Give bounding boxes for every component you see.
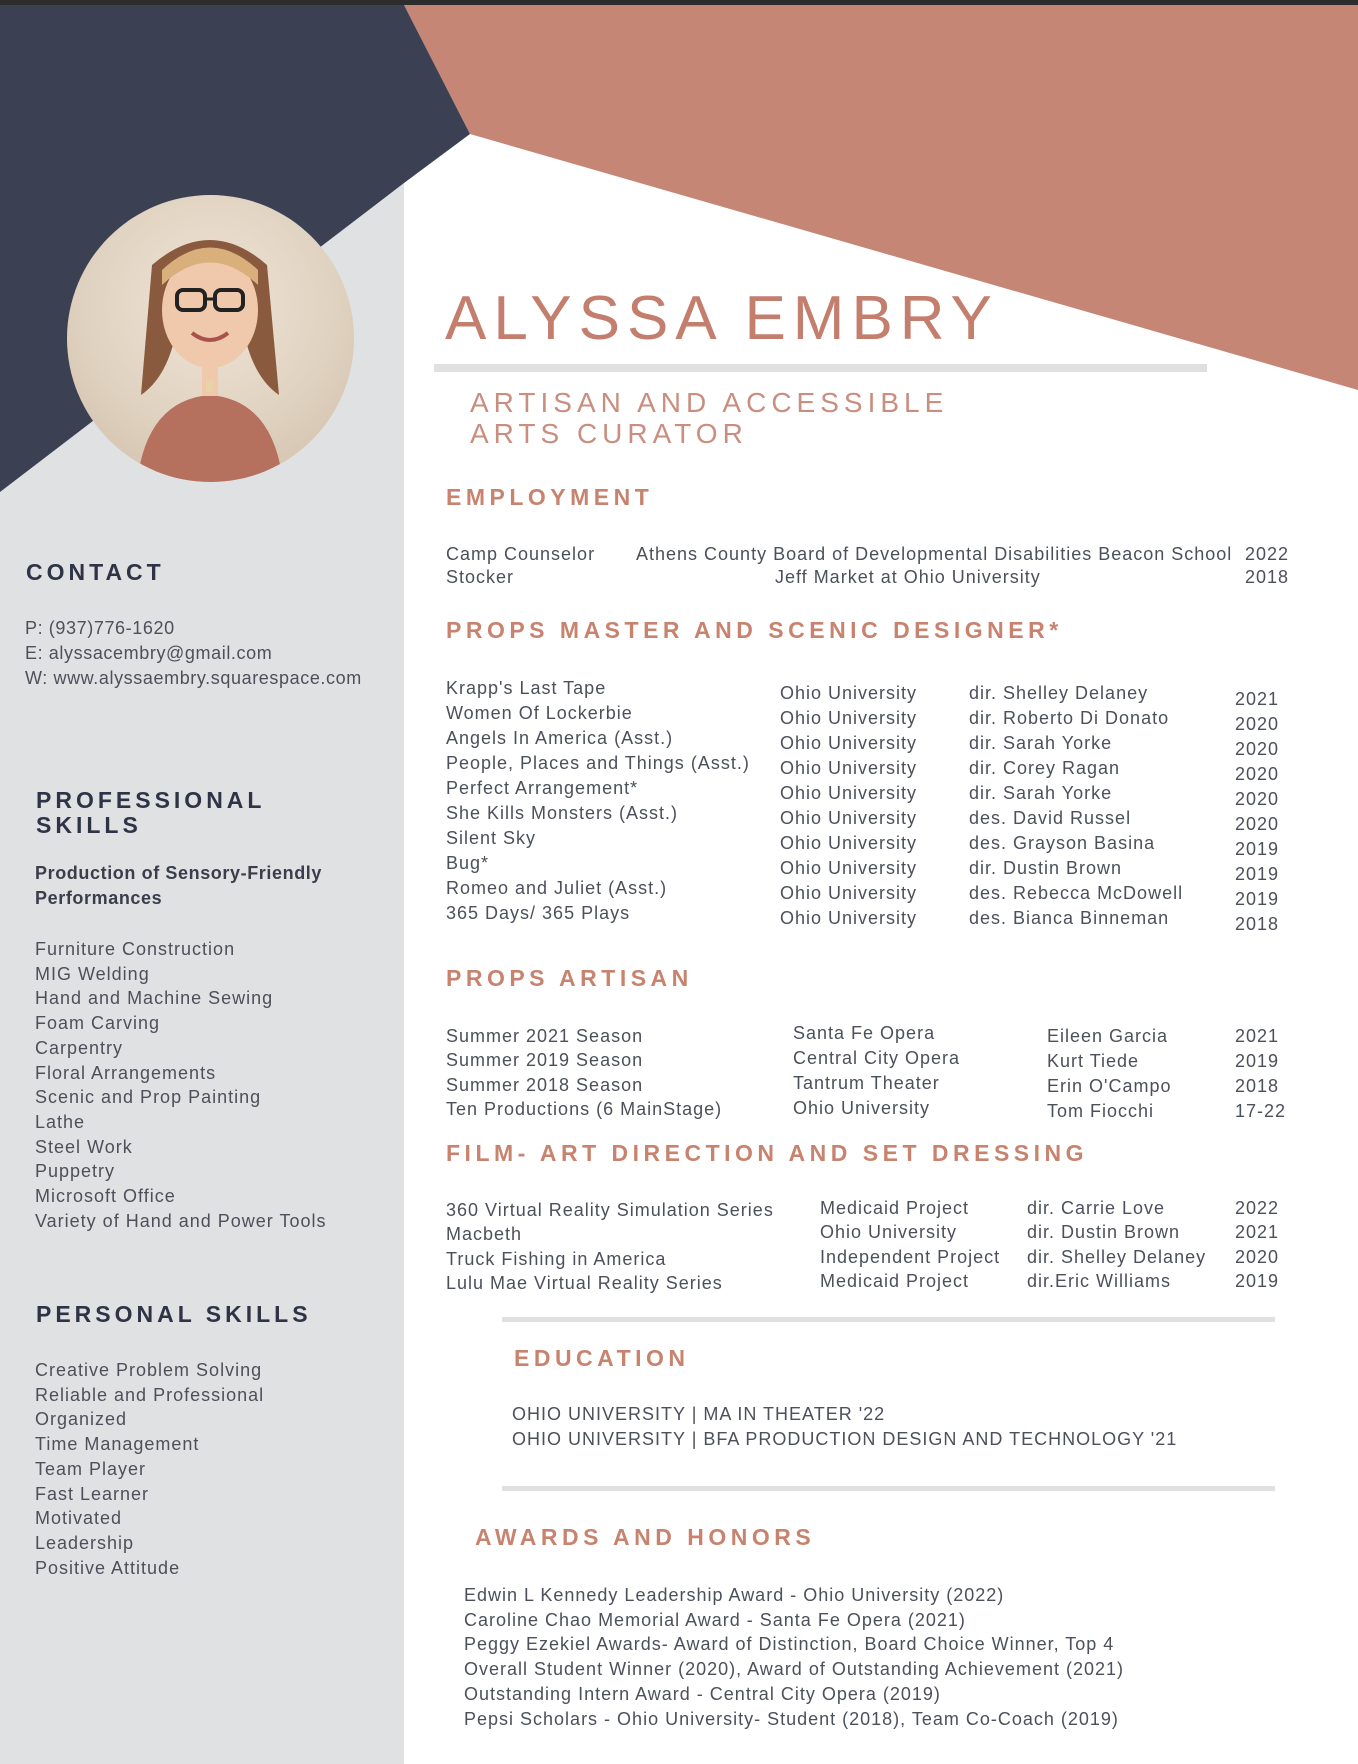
personal-skill-item: Fast Learner — [35, 1483, 150, 1504]
personal-skill-item: Motivated — [35, 1508, 123, 1529]
film-project: Medicaid Project — [820, 1271, 970, 1291]
film-year: 2019 — [1235, 1271, 1280, 1291]
film-director: dir. Shelley Delaney — [1027, 1247, 1207, 1267]
contact-list — [25, 616, 362, 691]
credit-venue: Ohio University — [780, 683, 918, 703]
award-entry: Overall Student Winner (2020), Award of Outstanding Achievement (2021) — [464, 1659, 1124, 1680]
artisan-supervisor: Tom Fiocchi — [1047, 1101, 1155, 1121]
education-entry: OHIO UNIVERSITY | MA IN THEATER '22 — [512, 1404, 886, 1424]
credit-director: dir. Sarah Yorke — [969, 783, 1113, 803]
credit-year: 2019 — [1235, 839, 1280, 859]
website-link[interactable]: W: www.alyssaembry.squarespace.com — [25, 668, 362, 688]
artisan-venue: Santa Fe Opera — [793, 1023, 936, 1043]
employment-role: Stocker — [446, 567, 515, 587]
credit-venue: Ohio University — [780, 858, 918, 878]
credit-year: 2020 — [1235, 739, 1280, 759]
film-title: Lulu Mae Virtual Reality Series — [446, 1273, 723, 1293]
credit-title: 365 Days/ 365 Plays — [446, 903, 631, 923]
artisan-supervisor: Eileen Garcia — [1047, 1026, 1169, 1046]
credit-director: dir. Sarah Yorke — [969, 733, 1113, 753]
credit-venue: Ohio University — [780, 733, 918, 753]
employment-heading: EMPLOYMENT — [446, 484, 654, 510]
credit-venue: Ohio University — [780, 908, 918, 928]
credit-director: dir. Shelley Delaney — [969, 683, 1149, 703]
credit-year: 2020 — [1235, 714, 1280, 734]
credit-title: Romeo and Juliet (Asst.) — [446, 878, 668, 898]
credit-director: des. Rebecca McDowell — [969, 883, 1184, 903]
skill-item: Floral Arrangements — [35, 1062, 217, 1083]
film-title: Truck Fishing in America — [446, 1249, 667, 1269]
artisan-title: Summer 2019 Season — [446, 1050, 644, 1070]
credit-year: 2020 — [1235, 789, 1280, 809]
credit-title: Silent Sky — [446, 828, 537, 848]
credit-title: She Kills Monsters (Asst.) — [446, 803, 679, 823]
education-list — [512, 1402, 1177, 1451]
credit-title: Bug* — [446, 853, 490, 873]
credit-director: dir. Roberto Di Donato — [969, 708, 1170, 728]
credit-venue: Ohio University — [780, 708, 918, 728]
email-link[interactable]: E: alyssacembry@gmail.com — [25, 643, 273, 663]
personal-skills-heading: PERSONAL SKILLS — [36, 1301, 312, 1327]
section-divider — [502, 1317, 1275, 1322]
personal-skill-item: Team Player — [35, 1458, 147, 1479]
film-year: 2022 — [1235, 1198, 1280, 1218]
film-project: Ohio University — [820, 1222, 958, 1242]
personal-skill-item: Leadership — [35, 1532, 135, 1553]
name-divider — [434, 364, 1207, 372]
skill-item: Foam Carving — [35, 1013, 161, 1034]
skill-item: Hand and Machine Sewing — [35, 988, 274, 1009]
film-director: dir.Eric Williams — [1027, 1271, 1172, 1291]
portrait-illustration — [67, 195, 354, 482]
artisan-year: 2021 — [1235, 1026, 1280, 1046]
profile-photo — [67, 195, 354, 482]
film-director: dir. Carrie Love — [1027, 1198, 1166, 1218]
credit-venue: Ohio University — [780, 808, 918, 828]
skill-item: Lathe — [35, 1111, 86, 1132]
skill-item: Steel Work — [35, 1136, 133, 1157]
artisan-venue: Central City Opera — [793, 1048, 961, 1068]
film-project: Independent Project — [820, 1247, 1001, 1267]
artisan-venue: Ohio University — [793, 1098, 931, 1118]
professional-skills-highlight: Production of Sensory-Friendly Performances — [35, 863, 323, 908]
skill-item: Puppetry — [35, 1161, 116, 1182]
award-entry: Outstanding Intern Award - Central City Opera (2019) — [464, 1683, 941, 1704]
credit-year: 2019 — [1235, 889, 1280, 909]
film-project: Medicaid Project — [820, 1198, 970, 1218]
award-entry: Peggy Ezekiel Awards- Award of Distinction, Board Choice Winner, Top 4 — [464, 1634, 1115, 1655]
award-entry: Pepsi Scholars - Ohio University- Student (2018), Team Co-Coach (2019) — [464, 1708, 1119, 1729]
artisan-title: Summer 2021 Season — [446, 1026, 644, 1046]
credit-director: dir. Corey Ragan — [969, 758, 1121, 778]
personal-skill-item: Positive Attitude — [35, 1557, 181, 1578]
credit-director: des. Bianca Binneman — [969, 908, 1170, 928]
professional-skills-list — [35, 937, 326, 1233]
phone-text: P: (937)776-1620 — [25, 618, 175, 638]
artisan-title: Summer 2018 Season — [446, 1075, 644, 1095]
credit-year: 2020 — [1235, 764, 1280, 784]
props-master-heading: PROPS MASTER AND SCENIC DESIGNER* — [446, 617, 1063, 643]
artisan-venue: Tantrum Theater — [793, 1073, 940, 1093]
artisan-title: Ten Productions (6 MainStage) — [446, 1099, 723, 1119]
credit-year: 2021 — [1235, 689, 1280, 709]
artisan-supervisor: Kurt Tiede — [1047, 1051, 1140, 1071]
artisan-year: 17-22 — [1235, 1101, 1287, 1121]
skill-item: Carpentry — [35, 1037, 124, 1058]
personal-skill-item: Creative Problem Solving — [35, 1360, 263, 1380]
artisan-year: 2018 — [1235, 1076, 1280, 1096]
contact-heading: CONTACT — [26, 559, 165, 585]
credit-title: Women Of Lockerbie — [446, 703, 633, 723]
employment-org: Athens County Board of Developmental Disabilities Beacon School — [636, 544, 1233, 564]
employment-org: Jeff Market at Ohio University — [775, 567, 1041, 587]
film-year: 2021 — [1235, 1222, 1280, 1242]
job-title: ARTISAN AND ACCESSIBLE ARTS CURATOR — [470, 387, 949, 449]
award-entry: Edwin L Kennedy Leadership Award - Ohio University (2022) — [464, 1585, 1005, 1605]
personal-skill-item: Time Management — [35, 1434, 200, 1455]
credit-title: People, Places and Things (Asst.) — [446, 753, 750, 773]
credit-venue: Ohio University — [780, 783, 918, 803]
props-artisan-heading: PROPS ARTISAN — [446, 965, 693, 991]
skill-item: Furniture Construction — [35, 939, 236, 959]
personal-skill-item: Organized — [35, 1409, 128, 1430]
skill-item: Variety of Hand and Power Tools — [35, 1210, 327, 1231]
award-entry: Caroline Chao Memorial Award - Santa Fe Opera (2021) — [464, 1609, 966, 1630]
credit-year: 2019 — [1235, 864, 1280, 884]
employment-year: 2022 — [1245, 544, 1290, 564]
film-title: Macbeth — [446, 1224, 523, 1244]
awards-list — [464, 1583, 1124, 1731]
credit-title: Krapp's Last Tape — [446, 678, 607, 698]
credit-venue: Ohio University — [780, 758, 918, 778]
personal-skill-item: Reliable and Professional — [35, 1384, 265, 1405]
credit-venue: Ohio University — [780, 833, 918, 853]
employment-role: Camp Counselor — [446, 544, 596, 564]
credit-director: des. Grayson Basina — [969, 833, 1156, 853]
employment-year: 2018 — [1245, 567, 1290, 587]
credit-year: 2020 — [1235, 814, 1280, 834]
skill-item: MIG Welding — [35, 963, 150, 984]
professional-skills-heading: PROFESSIONAL SKILLS — [36, 787, 266, 838]
credit-title: Perfect Arrangement* — [446, 778, 639, 798]
film-year: 2020 — [1235, 1247, 1280, 1267]
section-divider — [502, 1486, 1275, 1491]
credit-director: dir. Dustin Brown — [969, 858, 1123, 878]
education-entry: OHIO UNIVERSITY | BFA PRODUCTION DESIGN AND TECHNOLOGY '21 — [512, 1428, 1178, 1449]
credit-title: Angels In America (Asst.) — [446, 728, 674, 748]
skill-item: Scenic and Prop Painting — [35, 1087, 262, 1108]
skill-item: Microsoft Office — [35, 1186, 176, 1207]
credit-year: 2018 — [1235, 914, 1280, 934]
film-title: 360 Virtual Reality Simulation Series — [446, 1200, 774, 1220]
personal-skills-list — [35, 1358, 264, 1580]
credit-venue: Ohio University — [780, 883, 918, 903]
film-heading: FILM- ART DIRECTION AND SET DRESSING — [446, 1140, 1089, 1166]
education-heading: EDUCATION — [514, 1345, 690, 1371]
artisan-year: 2019 — [1235, 1051, 1280, 1071]
awards-heading: AWARDS AND HONORS — [475, 1524, 816, 1550]
credit-director: des. David Russel — [969, 808, 1132, 828]
artisan-supervisor: Erin O'Campo — [1047, 1076, 1172, 1096]
person-name: ALYSSA EMBRY — [445, 284, 999, 353]
film-director: dir. Dustin Brown — [1027, 1222, 1181, 1242]
